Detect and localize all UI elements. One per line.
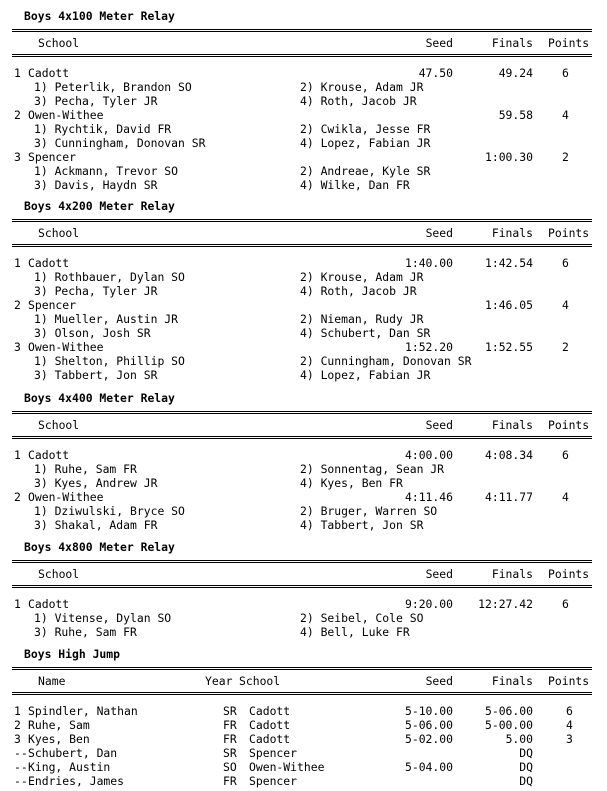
runner-left: 3) Kyes, Andrew JR bbox=[34, 476, 158, 490]
event-title-text: Boys 4x200 Meter Relay bbox=[24, 199, 175, 213]
jump-result-row bbox=[10, 746, 607, 760]
jump-result-row bbox=[10, 704, 607, 718]
runner-row bbox=[10, 94, 607, 108]
team-points: 4 bbox=[562, 298, 569, 312]
team-name: Cadott bbox=[28, 256, 70, 270]
athlete-place: 2 bbox=[14, 718, 21, 732]
event-title-text: Boys 4x800 Meter Relay bbox=[24, 540, 175, 554]
col-seed: Seed bbox=[425, 226, 453, 240]
athlete-finals: 5.00 bbox=[505, 732, 533, 746]
col-seed: Seed bbox=[425, 36, 453, 50]
athlete-year: SR bbox=[223, 746, 237, 760]
athlete-name: Ruhe, Sam bbox=[28, 718, 90, 732]
athlete-year: FR bbox=[223, 718, 237, 732]
header-rule-top bbox=[12, 219, 592, 224]
athlete-name: Spindler, Nathan bbox=[28, 704, 138, 718]
column-header-row bbox=[10, 418, 607, 432]
team-name: Owen-Withee bbox=[28, 490, 104, 504]
athlete-school: Cadott bbox=[249, 732, 291, 746]
col-school: School bbox=[38, 567, 80, 581]
runner-row bbox=[10, 136, 607, 150]
team-seed: 47.50 bbox=[418, 66, 453, 80]
athlete-seed: 5-06.00 bbox=[404, 718, 453, 732]
athlete-finals: 5-06.00 bbox=[484, 704, 533, 718]
runner-right: 4) Wilke, Dan FR bbox=[300, 178, 410, 192]
team-finals: 49.24 bbox=[498, 66, 533, 80]
runner-right: 2) Krouse, Adam JR bbox=[300, 80, 424, 94]
runner-row bbox=[10, 611, 607, 625]
relay-team-row bbox=[10, 340, 607, 354]
team-place: 1 bbox=[14, 448, 21, 462]
relay-team-row bbox=[10, 298, 607, 312]
col-name: Name bbox=[38, 674, 66, 688]
athlete-school: Spencer bbox=[249, 746, 298, 760]
runner-left: 3) Cunningham, Donovan SR bbox=[34, 136, 206, 150]
runner-row bbox=[10, 122, 607, 136]
runner-left: 3) Ruhe, Sam FR bbox=[34, 625, 137, 639]
athlete-school: Cadott bbox=[249, 704, 291, 718]
relay-team-row bbox=[10, 256, 607, 270]
runner-left: 1) Rothbauer, Dylan SO bbox=[34, 270, 185, 284]
team-name: Spencer bbox=[28, 298, 77, 312]
col-finals: Finals bbox=[491, 567, 533, 581]
runner-right: 4) Roth, Jacob JR bbox=[300, 94, 417, 108]
athlete-year: SR bbox=[223, 704, 237, 718]
header-rule-bottom bbox=[12, 436, 592, 441]
athlete-seed: 5-02.00 bbox=[404, 732, 453, 746]
event-title bbox=[10, 9, 607, 23]
header-rule-bottom bbox=[12, 585, 592, 590]
runner-row bbox=[10, 326, 607, 340]
jump-result-row bbox=[10, 718, 607, 732]
runner-left: 3) Davis, Haydn SR bbox=[34, 178, 158, 192]
team-points: 4 bbox=[562, 490, 569, 504]
athlete-seed: 5-10.00 bbox=[404, 704, 453, 718]
team-seed: 9:20.00 bbox=[404, 597, 453, 611]
team-finals: 1:42.54 bbox=[484, 256, 533, 270]
relay-team-row bbox=[10, 448, 607, 462]
runner-right: 4) Schubert, Dan SR bbox=[300, 326, 431, 340]
team-seed: 1:40.00 bbox=[404, 256, 453, 270]
runner-left: 1) Peterlik, Brandon SO bbox=[34, 80, 192, 94]
relay-team-row bbox=[10, 66, 607, 80]
runner-row bbox=[10, 462, 607, 476]
header-rule-top bbox=[12, 560, 592, 565]
athlete-name: Kyes, Ben bbox=[28, 732, 90, 746]
team-finals: 12:27.42 bbox=[478, 597, 533, 611]
team-points: 2 bbox=[562, 150, 569, 164]
col-finals: Finals bbox=[491, 36, 533, 50]
athlete-finals: 5-00.00 bbox=[484, 718, 533, 732]
runner-left: 3) Olson, Josh SR bbox=[34, 326, 151, 340]
team-finals: 4:11.77 bbox=[484, 490, 533, 504]
column-header-row bbox=[10, 674, 607, 688]
runner-row bbox=[10, 164, 607, 178]
jump-result-row bbox=[10, 774, 607, 788]
header-rule-bottom bbox=[12, 692, 592, 697]
runner-right: 2) Bruger, Warren SO bbox=[300, 504, 438, 518]
header-rule-bottom bbox=[12, 244, 592, 249]
event-title bbox=[10, 540, 607, 554]
runner-left: 1) Ruhe, Sam FR bbox=[34, 462, 137, 476]
team-name: Spencer bbox=[28, 150, 77, 164]
athlete-seed: 5-04.00 bbox=[404, 760, 453, 774]
runner-row bbox=[10, 284, 607, 298]
athlete-finals: DQ bbox=[519, 760, 533, 774]
col-finals: Finals bbox=[491, 226, 533, 240]
team-seed: 4:11.46 bbox=[404, 490, 453, 504]
column-header-row bbox=[10, 226, 607, 240]
team-name: Cadott bbox=[28, 597, 70, 611]
col-points: Points bbox=[548, 674, 590, 688]
col-year: Year bbox=[205, 674, 233, 688]
col-finals: Finals bbox=[491, 418, 533, 432]
team-place: 2 bbox=[14, 108, 21, 122]
col-school: School bbox=[239, 674, 281, 688]
col-points: Points bbox=[548, 36, 590, 50]
team-place: 3 bbox=[14, 150, 21, 164]
team-points: 2 bbox=[562, 340, 569, 354]
runner-left: 1) Vitense, Dylan SO bbox=[34, 611, 172, 625]
team-seed: 4:00.00 bbox=[404, 448, 453, 462]
athlete-school: Owen-Withee bbox=[249, 760, 325, 774]
runner-right: 4) Lopez, Fabian JR bbox=[300, 136, 431, 150]
team-points: 6 bbox=[562, 66, 569, 80]
athlete-school: Cadott bbox=[249, 718, 291, 732]
runner-right: 4) Bell, Luke FR bbox=[300, 625, 410, 639]
col-seed: Seed bbox=[425, 418, 453, 432]
team-points: 6 bbox=[562, 448, 569, 462]
runner-right: 2) Seibel, Cole SO bbox=[300, 611, 424, 625]
runner-left: 1) Shelton, Phillip SO bbox=[34, 354, 185, 368]
runner-right: 4) Kyes, Ben FR bbox=[300, 476, 403, 490]
runner-row bbox=[10, 625, 607, 639]
runner-right: 2) Cwikla, Jesse FR bbox=[300, 122, 431, 136]
team-finals: 1:00.30 bbox=[484, 150, 533, 164]
col-seed: Seed bbox=[425, 567, 453, 581]
athlete-finals: DQ bbox=[519, 774, 533, 788]
runner-row bbox=[10, 354, 607, 368]
team-finals: 4:08.34 bbox=[484, 448, 533, 462]
col-points: Points bbox=[548, 226, 590, 240]
runner-row bbox=[10, 518, 607, 532]
runner-left: 1) Rychtik, David FR bbox=[34, 122, 172, 136]
runner-right: 2) Sonnentag, Sean JR bbox=[300, 462, 445, 476]
relay-team-row bbox=[10, 150, 607, 164]
runner-left: 3) Pecha, Tyler JR bbox=[34, 284, 158, 298]
runner-right: 2) Nieman, Rudy JR bbox=[300, 312, 424, 326]
team-place: 1 bbox=[14, 597, 21, 611]
runner-row bbox=[10, 178, 607, 192]
athlete-points: 6 bbox=[566, 704, 573, 718]
col-seed: Seed bbox=[425, 674, 453, 688]
runner-row bbox=[10, 312, 607, 326]
athlete-place: -- bbox=[14, 760, 28, 774]
athlete-place: 1 bbox=[14, 704, 21, 718]
team-place: 2 bbox=[14, 490, 21, 504]
team-place: 1 bbox=[14, 256, 21, 270]
runner-row bbox=[10, 80, 607, 94]
column-header-row bbox=[10, 567, 607, 581]
team-name: Cadott bbox=[28, 66, 70, 80]
event-title-text: Boys High Jump bbox=[24, 647, 121, 661]
runner-right: 4) Tabbert, Jon SR bbox=[300, 518, 424, 532]
runner-left: 3) Pecha, Tyler JR bbox=[34, 94, 158, 108]
col-points: Points bbox=[548, 418, 590, 432]
team-points: 6 bbox=[562, 256, 569, 270]
athlete-name: King, Austin bbox=[28, 760, 111, 774]
athlete-name: Endries, James bbox=[28, 774, 125, 788]
runner-row bbox=[10, 270, 607, 284]
athlete-place: 3 bbox=[14, 732, 21, 746]
athlete-place: -- bbox=[14, 746, 28, 760]
jump-result-row bbox=[10, 760, 607, 774]
event-title bbox=[10, 199, 607, 213]
header-rule-top bbox=[12, 411, 592, 416]
athlete-name: Schubert, Dan bbox=[28, 746, 118, 760]
athlete-points: 4 bbox=[566, 718, 573, 732]
col-finals: Finals bbox=[491, 674, 533, 688]
event-title bbox=[10, 391, 607, 405]
team-finals: 1:46.05 bbox=[484, 298, 533, 312]
runner-right: 4) Lopez, Fabian JR bbox=[300, 368, 431, 382]
athlete-points: 3 bbox=[566, 732, 573, 746]
runner-row bbox=[10, 504, 607, 518]
athlete-year: SO bbox=[223, 760, 237, 774]
team-name: Owen-Withee bbox=[28, 108, 104, 122]
runner-left: 1) Ackmann, Trevor SO bbox=[34, 164, 179, 178]
col-school: School bbox=[38, 226, 80, 240]
header-rule-bottom bbox=[12, 54, 592, 59]
athlete-place: -- bbox=[14, 774, 28, 788]
team-seed: 1:52.20 bbox=[404, 340, 453, 354]
relay-team-row bbox=[10, 108, 607, 122]
athlete-finals: DQ bbox=[519, 746, 533, 760]
col-points: Points bbox=[548, 567, 590, 581]
runner-right: 4) Roth, Jacob JR bbox=[300, 284, 417, 298]
athlete-year: FR bbox=[223, 774, 237, 788]
team-finals: 1:52.55 bbox=[484, 340, 533, 354]
athlete-school: Spencer bbox=[249, 774, 298, 788]
jump-result-row bbox=[10, 732, 607, 746]
athlete-year: FR bbox=[223, 732, 237, 746]
header-rule-top bbox=[12, 667, 592, 672]
runner-right: 2) Krouse, Adam JR bbox=[300, 270, 424, 284]
runner-left: 3) Tabbert, Jon SR bbox=[34, 368, 158, 382]
event-title bbox=[10, 647, 607, 661]
team-place: 1 bbox=[14, 66, 21, 80]
team-name: Cadott bbox=[28, 448, 70, 462]
runner-right: 2) Cunningham, Donovan SR bbox=[300, 354, 472, 368]
runner-right: 2) Andreae, Kyle SR bbox=[300, 164, 431, 178]
col-school: School bbox=[38, 36, 80, 50]
team-name: Owen-Withee bbox=[28, 340, 104, 354]
runner-row bbox=[10, 476, 607, 490]
runner-left: 1) Mueller, Austin JR bbox=[34, 312, 179, 326]
column-header-row bbox=[10, 36, 607, 50]
header-rule-top bbox=[12, 29, 592, 34]
team-finals: 59.58 bbox=[498, 108, 533, 122]
runner-left: 3) Shakal, Adam FR bbox=[34, 518, 158, 532]
event-title-text: Boys 4x100 Meter Relay bbox=[24, 9, 175, 23]
col-school: School bbox=[38, 418, 80, 432]
event-title-text: Boys 4x400 Meter Relay bbox=[24, 391, 175, 405]
relay-team-row bbox=[10, 490, 607, 504]
relay-team-row bbox=[10, 597, 607, 611]
team-place: 2 bbox=[14, 298, 21, 312]
team-points: 6 bbox=[562, 597, 569, 611]
team-place: 3 bbox=[14, 340, 21, 354]
runner-left: 1) Dziwulski, Bryce SO bbox=[34, 504, 185, 518]
team-points: 4 bbox=[562, 108, 569, 122]
runner-row bbox=[10, 368, 607, 382]
